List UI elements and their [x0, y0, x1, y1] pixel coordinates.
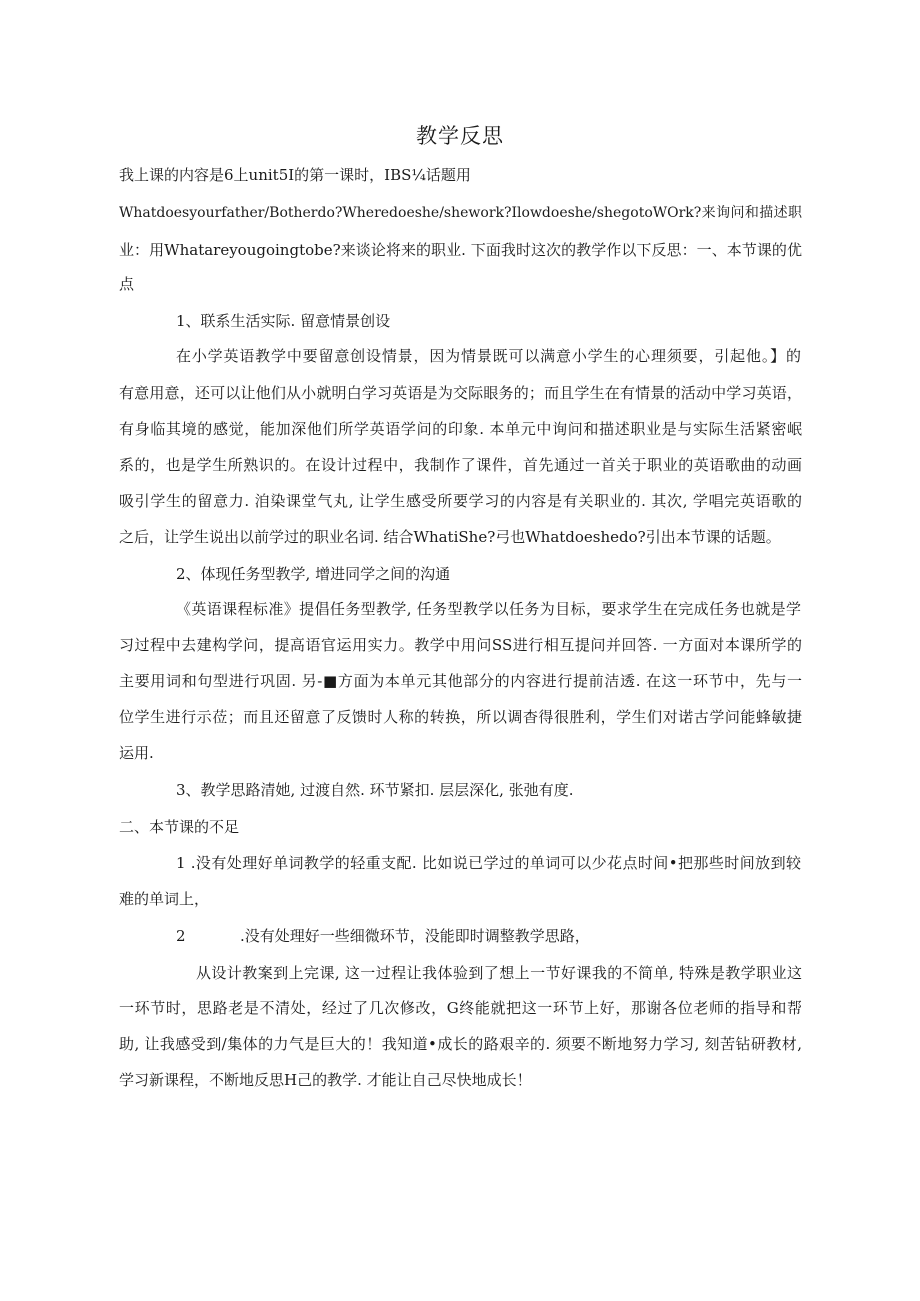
- section1-heading: 1、联系生活实际. 留意情景创设: [176, 312, 391, 330]
- section1-line-1: 在小学英语教学中要留意创设情景，因为情景既可以满意小学生的心理须要，引起他。】的: [176, 347, 801, 365]
- conclusion-line-2: 一环节时，思路老是不清处，经过了几次修改，G终能就把这一环节上好，那谢各位老师的指导和帮: [119, 999, 802, 1017]
- section2-heading: 2、体现任务型教学, 增进同学之间的沟通: [176, 565, 451, 583]
- part2-item2-number: 2: [176, 927, 186, 945]
- section1-line-3: 有身临其境的感觉，能加深他们所学英语学问的印象. 本单元中询问和描述职业是与实际生活紧密岷: [119, 420, 802, 438]
- section2-line-5: 运用.: [119, 744, 154, 762]
- intro-line-3: 业：用Whatareyougoingtobe?来谈论将来的职业. 下面我时这次的教学作以下反思：一、本节课的优: [119, 241, 802, 259]
- conclusion-line-3: 助, 让我感受到/集体的力气是巨大的！我知道•成长的路艰辛的. 须要不断地努力学习, 刻苦钻研教材,: [119, 1035, 802, 1053]
- conclusion-line-1: 从设计教案到上完课, 这一过程让我体验到了想上一节好课我的不简单, 特殊是教学职业这: [196, 964, 802, 982]
- part2-heading: 二、本节课的不足: [119, 818, 240, 836]
- part2-item1-line-2: 难的单词上，: [119, 890, 210, 908]
- section2-line-1: 《英语课程标准》提倡任务型教学, 任务型教学以任务为目标，要求学生在完成任务也就是学: [176, 600, 801, 618]
- section1-line-6: 之后，让学生说出以前学过的职业名词. 结合WhatiShe?弓也Whatdoeshedo?引出本节课的话题。: [119, 528, 781, 546]
- section2-line-2: 习过程中去建构学问，提高语官运用实力。教学中用问SS进行相互提问并回答. 一方面对本课所学的: [119, 636, 802, 654]
- part2-item1-line-1: 1 .没有处理好单词教学的轻重支配. 比如说已学过的单词可以少花点时间•把那些时间放到较: [176, 854, 801, 872]
- section2-line-4: 位学生进行示莅；而且还留意了反馈时人称的转换，所以调杳得很胜利，学生们对诺古学问能蜂敏捷: [119, 708, 802, 726]
- page-title: 教学反思: [416, 124, 504, 148]
- intro-line-2: Whatdoesyourfather/Botherdo?Wheredoeshe/shework?Ilowdoeshe/shegotoWOrk?来询问和描述职: [119, 205, 802, 221]
- conclusion-line-4: 学习新课程，不断地反思H己的教学. 才能让自己尽快地成长！: [119, 1071, 532, 1089]
- section1-line-5: 吸引学生的留意力. 洎染课堂气丸, 让学生感受所要学习的内容是有关职业的. 其次, 学唱完英语歌的: [119, 492, 802, 510]
- intro-line-1: 我上课的内容是6上unit5I的第一课时，IBS¼话题用: [119, 166, 471, 184]
- intro-line-4: 点: [119, 275, 135, 293]
- section2-line-3: 主要用词和句型进行巩固. 另-■方面为本单元其他部分的内容进行提前洁透. 在这一环节中，先与一: [119, 672, 802, 690]
- section3-heading: 3、教学思路清她, 过渡自然. 环节紧扣. 层层深化, 张弛有度.: [176, 781, 574, 799]
- section1-line-4: 系的，也是学生所熟识的。在设计过程中，我制作了课件，首先通过一首关于职业的英语歌曲的动画: [119, 456, 802, 474]
- section1-line-2: 有意用意，还可以让他们从小就明白学习英语是为交际眼务的；而且学生在有情景的活动中学习英语，: [119, 384, 802, 402]
- part2-item2-text: .没有处理好一些细微环节，没能即时调整教学思路，: [240, 927, 590, 945]
